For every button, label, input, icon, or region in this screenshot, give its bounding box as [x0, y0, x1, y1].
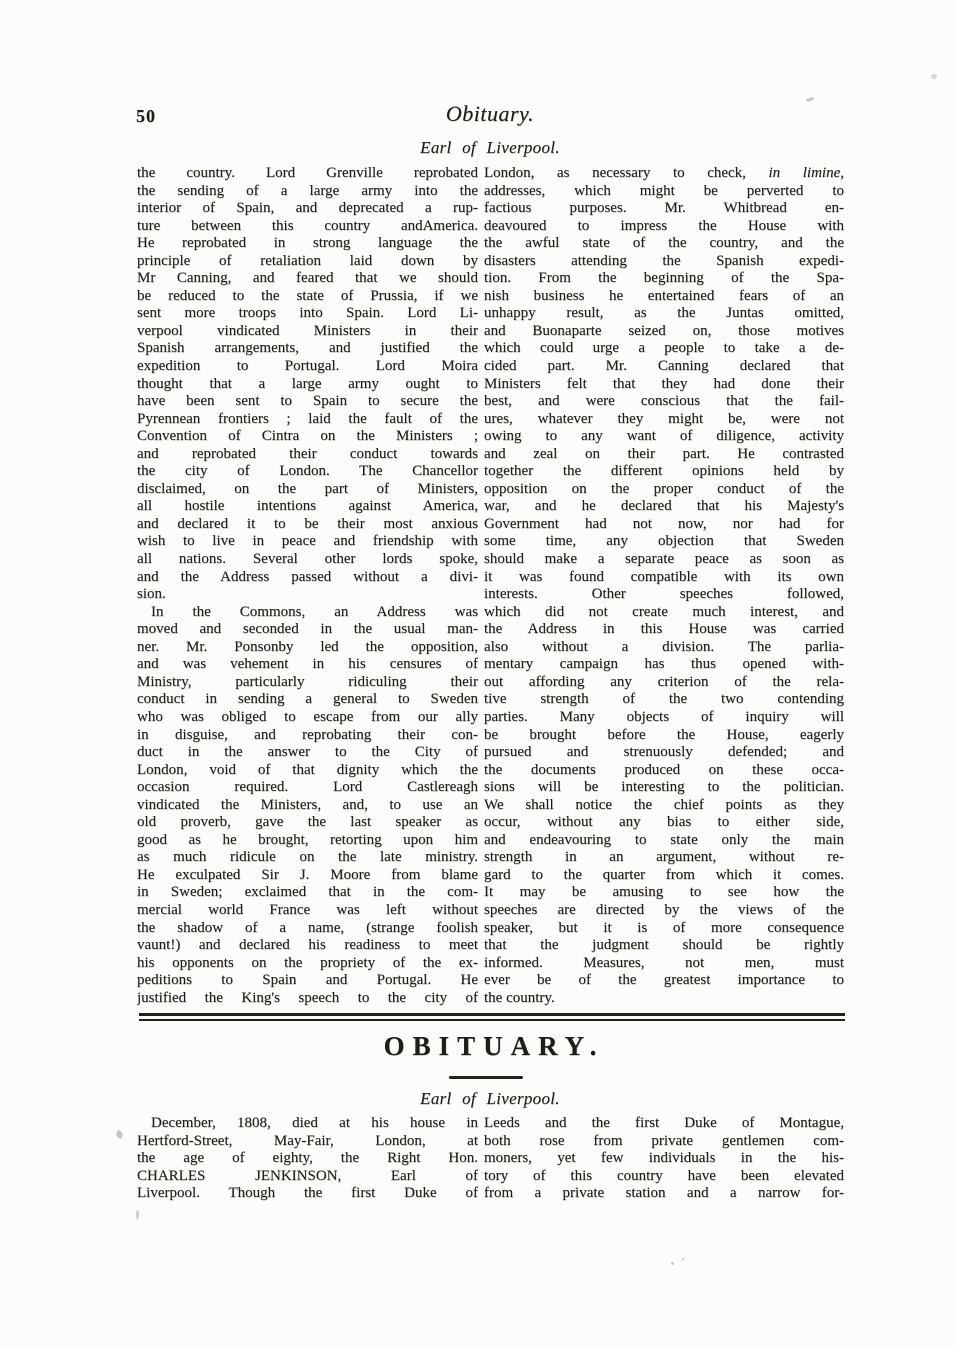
right-column — [484, 1115, 844, 1203]
section-divider-rule — [139, 1013, 845, 1021]
text-line: tory of this country have been elevated — [484, 1167, 844, 1184]
text-line: some time, any objection that Sweden — [484, 533, 844, 550]
text-line: as much ridicule on the late ministry. — [137, 849, 478, 866]
text-line: the age of eighty, the Right Hon. — [137, 1150, 478, 1167]
text-line: and the Address passed without a divi- — [137, 568, 478, 585]
text-line: the country. — [484, 989, 555, 1006]
text-line: Ministers felt that they had done their — [484, 375, 844, 392]
text-line: the documents produced on these occa- — [484, 761, 844, 778]
text-line: Pyrennean frontiers ; laid the fault of the — [137, 410, 478, 427]
scan-speck — [136, 1210, 139, 1219]
running-head: Obituary. — [445, 101, 535, 126]
text-line: and endeavouring to state only the main — [484, 831, 844, 848]
text-line: expedition to Portugal. Lord Moira — [137, 358, 478, 375]
text-line: which did not create much interest, and — [484, 603, 844, 620]
text-line: the sending of a large army into the — [137, 182, 478, 199]
text-line: and Buonaparte seized on, those motives — [484, 322, 844, 339]
text-line: tion. From the beginning of the Spa- — [484, 270, 844, 287]
right-column — [484, 165, 844, 1007]
text-line: Leeds and the first Duke of Montague, — [484, 1115, 844, 1131]
scan-speck — [671, 1262, 674, 1265]
text-line: sion. — [137, 586, 166, 603]
text-line: the city of London. The Chancellor — [137, 463, 478, 480]
text-line: and was vehement in his censures of — [137, 656, 478, 673]
text-line: London, void of that dignity which the — [137, 761, 478, 778]
text-line: justified the King's speech to the city of — [137, 989, 478, 1006]
text-line: vaunt!) and declared his readiness to meet — [137, 937, 478, 954]
text-line: old proverb, gave the last speaker as — [137, 814, 478, 831]
text-line: Government had not now, nor had for — [484, 515, 844, 532]
obituary-section-title: OBITUARY. — [383, 1031, 605, 1061]
text-line: verpool vindicated Ministers in their — [137, 322, 478, 339]
text-line: factious purposes. Mr. Whitbread en- — [484, 200, 844, 217]
text-line: and zeal on their part. He contrasted — [484, 445, 844, 462]
text-line: addresses, which might be perverted to — [484, 182, 844, 199]
page-number: 50 — [136, 106, 156, 126]
text-line: Convention of Cintra on the Ministers ; — [137, 428, 478, 445]
text-line: the country. Lord Grenville reprobated — [137, 165, 478, 181]
text-line: be brought before the House, eagerly — [484, 726, 844, 743]
text-line: ever be of the greatest importance to — [484, 972, 844, 989]
text-line: speeches are directed by the views of the — [484, 901, 844, 918]
text-line: good as he brought, retorting upon him — [137, 831, 478, 848]
text-line: it was found compatible with its own — [484, 568, 844, 585]
obituary-subhead: Earl of Liverpool. — [420, 1089, 560, 1108]
text-line: informed. Measures, not men, must — [484, 954, 844, 971]
text-line: parties. Many objects of inquiry will — [484, 708, 844, 725]
text-line: deavoured to impress the House with — [484, 217, 844, 234]
text-line: and reprobated their conduct towards — [137, 445, 478, 462]
text-line: moved and seconded in the usual man- — [137, 621, 478, 638]
text-line: wish to live in peace and friendship with — [137, 533, 478, 550]
text-line: which could urge a people to take a de- — [484, 340, 844, 357]
text-line: He exculpated Sir J. Moore from blame — [137, 866, 478, 883]
text-line: sent more troops into Spain. Lord Li- — [137, 305, 478, 322]
text-line: London, as necessary to check, in limine, — [484, 165, 844, 181]
text-line: in disguise, and reprobating their con- — [137, 726, 478, 743]
left-column — [137, 165, 478, 1007]
text-line: disasters attending the Spanish expedi- — [484, 252, 844, 269]
text-line: Liverpool. Though the first Duke of — [137, 1185, 478, 1202]
text-line: the shadow of a name, (strange foolish — [137, 919, 478, 936]
text-line: together the different opinions held by — [484, 463, 844, 480]
scan-speck — [931, 74, 937, 79]
text-line: opposition on the proper conduct of the — [484, 480, 844, 497]
text-line: We shall notice the chief points as they — [484, 796, 844, 813]
text-line: peditions to Spain and Portugal. He — [137, 972, 478, 989]
text-line: his opponents on the propriety of the ex- — [137, 954, 478, 971]
text-line: that the judgment should be rightly — [484, 937, 844, 954]
article-body — [137, 165, 845, 1007]
text-line: Ministry, particularly ridiculing their — [137, 673, 478, 690]
text-line: unhappy result, as the Juntas omitted, — [484, 305, 844, 322]
text-line: mentary campaign has thus opened with- — [484, 656, 844, 673]
text-line: both rose from private gentlemen com- — [484, 1132, 844, 1149]
text-line: Mr Canning, and feared that we should — [137, 270, 478, 287]
text-line: all nations. Several other lords spoke, — [137, 551, 478, 568]
text-line: and declared it to be their most anxious — [137, 515, 478, 532]
text-line: interior of Spain, and deprecated a rup- — [137, 200, 478, 217]
text-line: Spanish arrangements, and justified the — [137, 340, 478, 357]
text-line: mercial world France was left without — [137, 901, 478, 918]
text-line: sions will be interesting to the politician. — [484, 779, 844, 796]
text-line: the awful state of the country, and the — [484, 235, 844, 252]
scan-speck — [115, 1130, 125, 1140]
text-line: Hertford-Street, May-Fair, London, at — [137, 1132, 478, 1149]
text-line: the Address in this House was carried — [484, 621, 844, 638]
text-line: It may be amusing to see how the — [484, 884, 844, 901]
text-line: owing to any want of diligence, activity — [484, 428, 844, 445]
text-line: who was obliged to escape from our ally — [137, 708, 478, 725]
text-line: be reduced to the state of Prussia, if we — [137, 287, 478, 304]
text-line: ures, whatever they might be, were not — [484, 410, 844, 427]
text-line: moners, yet few individuals in the his- — [484, 1150, 844, 1167]
text-line: all hostile intentions against America, — [137, 498, 478, 515]
article-subhead: Earl of Liverpool. — [420, 138, 560, 157]
text-line: strength in an argument, without re- — [484, 849, 844, 866]
text-line: also without a division. The parlia- — [484, 638, 844, 655]
text-line: have been sent to Spain to secure the — [137, 393, 478, 410]
text-line: disclaimed, on the part of Ministers, — [137, 480, 478, 497]
text-line: speaker, but it is of more consequence — [484, 919, 844, 936]
title-underline-rule — [449, 1076, 523, 1079]
left-column — [137, 1115, 478, 1203]
text-line: should make a separate peace as soon as — [484, 551, 844, 568]
text-line: from a private station and a narrow for- — [484, 1185, 844, 1202]
text-line: pursued and strenuously defended; and — [484, 744, 844, 761]
obituary-body — [137, 1115, 845, 1203]
text-line: tive strength of the two contending — [484, 691, 844, 708]
text-line: December, 1808, died at his house in — [151, 1115, 478, 1131]
text-line: duct in the answer to the City of — [137, 744, 478, 761]
text-line: conduct in sending a general to Sweden — [137, 691, 478, 708]
text-line: ner. Mr. Ponsonby led the opposition, — [137, 638, 478, 655]
text-line: in Sweden; exclaimed that in the com- — [137, 884, 478, 901]
text-line: CHARLES JENKINSON, Earl of — [137, 1167, 478, 1184]
text-line: He reprobated in strong language the — [137, 235, 478, 252]
text-line: out affording any criterion of the rela- — [484, 673, 844, 690]
text-line: vindicated the Ministers, and, to use an — [137, 796, 478, 813]
text-line: thought that a large army ought to — [137, 375, 478, 392]
text-line: nish business he entertained fears of an — [484, 287, 844, 304]
text-line: gard to the quarter from which it comes. — [484, 866, 844, 883]
text-line: interests. Other speeches followed, — [484, 586, 844, 603]
text-line: best, and were conscious that the fail- — [484, 393, 844, 410]
text-line: principle of retaliation laid down by — [137, 252, 478, 269]
text-line: war, and he declared that his Majesty's — [484, 498, 844, 515]
text-line: occasion required. Lord Castlereagh — [137, 779, 478, 796]
text-line: occur, without any bias to either side, — [484, 814, 844, 831]
text-line: In the Commons, an Address was — [151, 603, 478, 620]
text-line: ture between this country andAmerica. — [137, 217, 478, 234]
text-line: cided part. Mr. Canning declared that — [484, 358, 844, 375]
scan-speck — [682, 1258, 684, 1260]
